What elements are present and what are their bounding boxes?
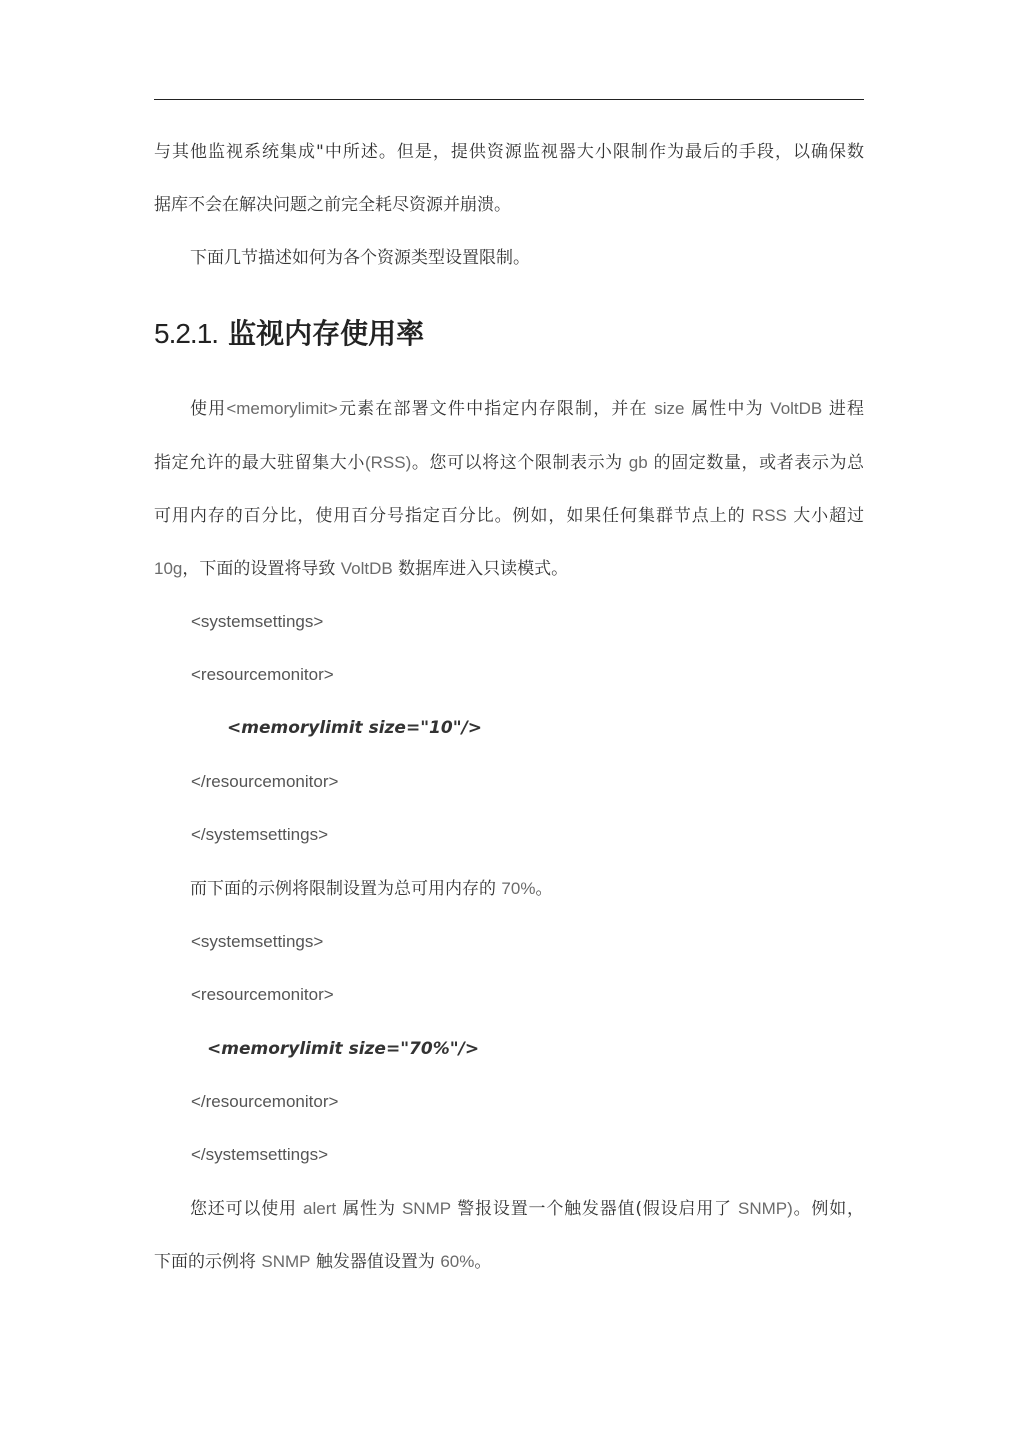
- code1-open-resourcemonitor: <resourcemonitor>: [191, 665, 334, 684]
- code2-open-systemsettings: <systemsettings>: [191, 932, 324, 951]
- para3-line-1: 您还可以使用 alert 属性为 SNMP 警报设置一个触发器值(假设启用了 SNMP)。例如，: [190, 1199, 865, 1219]
- para1-line-4: 10g，下面的设置将导致 VoltDB 数据库进入只读模式。: [154, 559, 569, 579]
- code1-close-systemsettings: </systemsettings>: [191, 825, 329, 844]
- code1-memorylimit: <memorylimit size="10"/>: [227, 718, 483, 738]
- section-heading: [154, 316, 424, 352]
- para2-line: 而下面的示例将限制设置为总可用内存的 70%。: [190, 879, 553, 899]
- intro-line-3: 下面几节描述如何为各个资源类型设置限制。: [190, 248, 530, 268]
- para1-line-2: 指定允许的最大驻留集大小(RSS)。您可以将这个限制表示为 gb 的固定数量，或者表示为总: [154, 453, 865, 473]
- header-rule: [154, 99, 864, 100]
- section-title: 监视内存使用率: [228, 317, 425, 350]
- code2-close-systemsettings: </systemsettings>: [191, 1145, 329, 1164]
- intro-line-2: 据库不会在解决问题之前完全耗尽资源并崩溃。: [154, 195, 511, 215]
- para1-line-3: 可用内存的百分比，使用百分号指定百分比。例如，如果任何集群节点上的 RSS 大小超过: [154, 506, 865, 526]
- code2-close-resourcemonitor: </resourcemonitor>: [191, 1092, 339, 1111]
- code1-close-resourcemonitor: </resourcemonitor>: [191, 772, 339, 791]
- para1-line-1: 使用<memorylimit>元素在部署文件中指定内存限制，并在 size 属性中为 VoltDB 进程: [190, 399, 865, 419]
- section-number: 5.2.1.: [154, 318, 219, 349]
- intro-line-1: 与其他监视系统集成"中所述。但是，提供资源监视器大小限制作为最后的手段，以确保数: [154, 142, 864, 162]
- code2-open-resourcemonitor: <resourcemonitor>: [191, 985, 334, 1004]
- code2-memorylimit: <memorylimit size="70%"/>: [207, 1039, 480, 1059]
- para3-line-2: 下面的示例将 SNMP 触发器值设置为 60%。: [154, 1252, 492, 1272]
- code1-open-systemsettings: <systemsettings>: [191, 612, 324, 631]
